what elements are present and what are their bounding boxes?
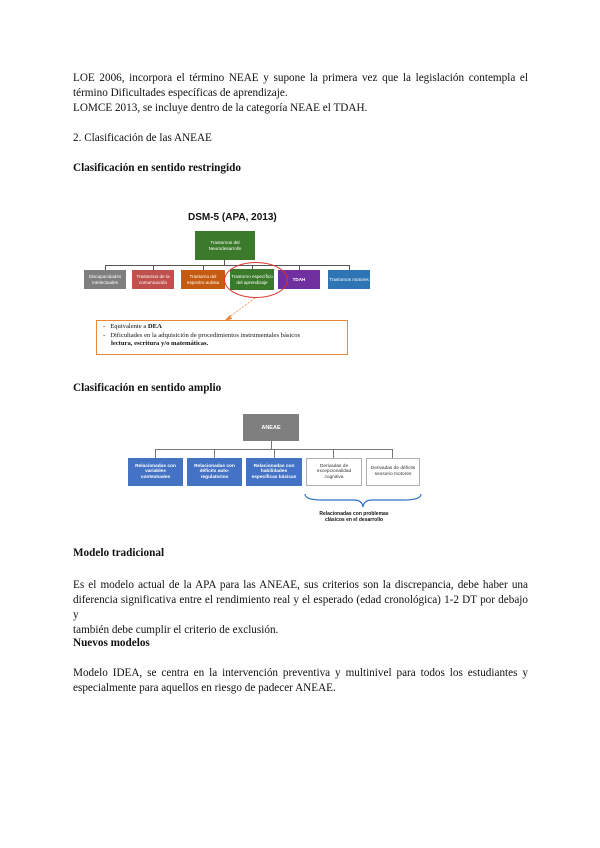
note-item-1-bold: DEA — [147, 323, 162, 330]
intro-paragraph-2: LOMCE 2013, se incluye dentro de la categoría NEAE el TDAH. — [73, 102, 368, 114]
neurodevelopment-root-box: Trastornos del Neurodesarrollo — [195, 231, 255, 260]
connector-drop — [392, 449, 393, 458]
communication-disorders-box: Trastornos de la comunicación — [132, 270, 174, 289]
aneae-root-box: ANEAE — [243, 414, 299, 441]
connector-vertical — [271, 441, 272, 449]
sensorimotor-deficits-box: Derivadas de déficits sensorio motores — [366, 458, 420, 486]
note-item-2: - Dificultades en la adquisición de procedimientos instrumentales básicos — [103, 332, 341, 341]
self-regulatory-deficits-box: Relacionadas con déficits auto-regulatorios — [187, 458, 242, 486]
connector-drop — [274, 449, 275, 458]
intro-paragraph-1 — [73, 71, 528, 101]
connector-drop — [333, 449, 334, 458]
curly-brace — [302, 492, 424, 510]
contextual-variables-box: Relacionadas con variables contextuales — [128, 458, 183, 486]
autism-spectrum-box: Trastorno del espectro autista — [181, 270, 225, 289]
traditional-line2: diferencia significativa entre el rendimiento real y el esperado (edad cronológica) 1-2 DT por debajo y — [73, 594, 528, 621]
traditional-line1: Es el modelo actual de la APA para las ANEAE, sus criterios son la discrepancia, debe haber una — [73, 579, 528, 591]
note-item-1 — [103, 323, 341, 332]
connector-drop — [214, 449, 215, 458]
new-models-paragraph — [73, 666, 528, 696]
dsm5-title: DSM-5 (APA, 2013) — [188, 212, 277, 223]
new-models-heading: Nuevos modelos — [73, 637, 150, 649]
cognitive-exceptionality-box: Derivadas de excepcionalidad cognitiva — [306, 458, 362, 486]
highlight-ellipse — [224, 262, 288, 298]
note-item-1-text: Equivalente a — [110, 323, 148, 330]
motor-disorders-box: Trastornos motores — [328, 270, 370, 289]
traditional-heading: Modelo tradicional — [73, 547, 165, 559]
new-models-line1: Modelo IDEA, se centra en la intervención preventiva y multinivel para todos los estudiantes y — [73, 667, 528, 679]
new-models-line2: especialmente para aquellos en riesgo de padecer ANEAE. — [73, 682, 336, 694]
arrow-line — [228, 298, 255, 318]
broad-heading: Clasificación en sentido amplio — [73, 382, 222, 394]
specific-learning-disorder-box: Trastorno específico del aprendizaje — [230, 269, 274, 290]
basic-skills-box: Relacionadas con habilidades específicas básicas — [246, 458, 302, 486]
section-2-heading: 2. Clasificación de las ANEAE — [73, 132, 212, 144]
brace-path — [305, 494, 421, 507]
traditional-line3: también debe cumplir el criterio de exclusión. — [73, 624, 279, 636]
connector-horizontal — [105, 265, 350, 266]
intro-p1-line2: término Dificultades específicas de aprendizaje. — [73, 87, 288, 99]
adhd-box: TDAH — [278, 270, 320, 289]
intro-p1-line1: LOE 2006, incorpora el término NEAE y supone la primera vez que la legislación contempla el — [73, 72, 528, 84]
connector-drop — [155, 449, 156, 458]
note-item-2-cont: lectura, escritura y/o matemáticas. — [111, 340, 209, 347]
dea-note-box — [96, 320, 348, 355]
brace-label: Relacionadas con problemas clásicos en el desarrollo — [319, 511, 389, 524]
traditional-paragraph — [73, 578, 528, 638]
intellectual-disabilities-box: Discapacidades Intelectuales — [84, 270, 126, 289]
restricted-heading: Clasificación en sentido restringido — [73, 162, 241, 174]
